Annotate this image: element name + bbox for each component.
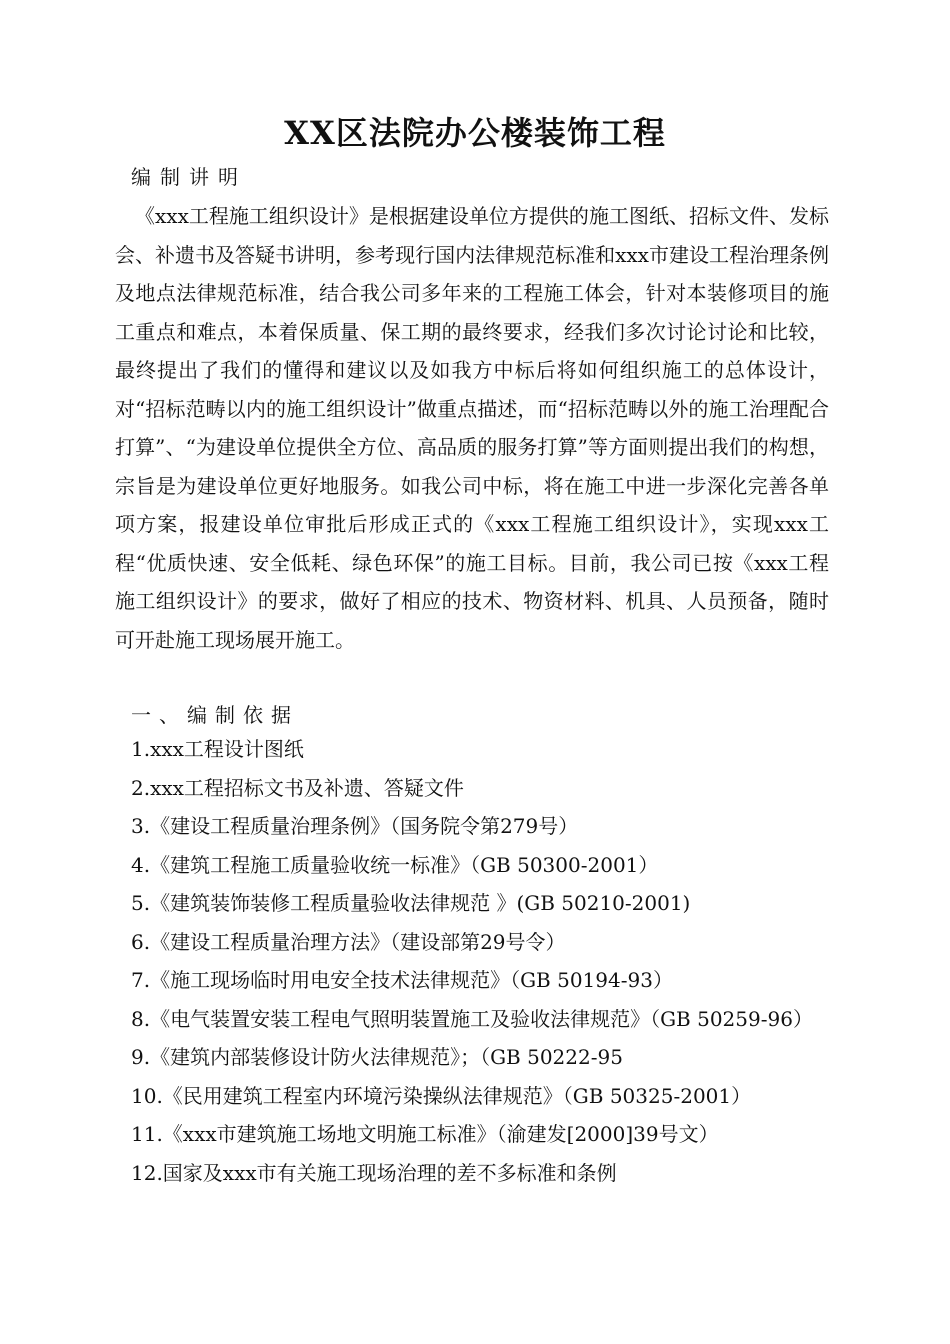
list-item: 3.《建设工程质量治理条例》（国务院令第279号） xyxy=(131,814,579,838)
basis-heading: 一、编制依据 xyxy=(131,703,299,727)
intro-paragraph: 《xxx工程施工组织设计》是根据建设单位方提供的施工图纸、招标文件、发标会、补遗书及答疑书讲明，参考现行国内法律规范标准和xxx市建设工程治理条例及地点法律规范标准，结合我公司多年来的工程施工体会，针对本装修项目的施工重点和难点，本着保质量、保工期的最终要求，经我们多次讨论讨论和比较，最终提出了我们的懂得和建议以及如我方中标后将如何组织施工的总体设计，对“招标范畴以内的施工组织设计”做重点描述，而“招标范畴以外的施工治理配合打算”、“为建设单位提供全方位、高品质的服务打算”等方面则提出我们的构想，宗旨是为建设单位更好地服务。如我公司中标，将在施工中进一步深化完善各单项方案，报建设单位审批后形成正式的《xxx工程施工组织设计》，实现xxx工程“优质快速、安全低耗、绿色环保”的施工目标。目前，我公司已按《xxx工程施工组织设计》的要求，做好了相应的技术、物资材料、机具、人员预备，随时可开赴施工现场展开施工。 xyxy=(115,204,829,652)
list-item: 9.《建筑内部装修设计防火法律规范》；（GB 50222-95 xyxy=(131,1045,623,1069)
list-item: 6.《建设工程质量治理方法》（建设部第29号令） xyxy=(131,929,566,954)
list-item: 4.《建筑工程施工质量验收统一标准》（GB 50300-2001） xyxy=(131,852,659,877)
document-title: XX区法院办公楼装饰工程 xyxy=(284,114,666,152)
list-item: 1.xxx工程设计图纸 xyxy=(131,737,304,761)
list-item: 7.《施工现场临时用电安全技术法律规范》（GB 50194-93） xyxy=(131,968,673,992)
list-item: 5.《建筑装饰装修工程质量验收法律规范 》(GB 50210-2001) xyxy=(131,891,691,915)
list-item: 8.《电气装置安装工程电气照明装置施工及验收法律规范》（GB 50259-96） xyxy=(131,1006,813,1031)
intro-heading: 编制讲明 xyxy=(131,165,247,189)
list-item: 2.xxx工程招标文书及补遗、答疑文件 xyxy=(131,775,464,800)
list-item: 12.国家及xxx市有关施工现场治理的差不多标准和条例 xyxy=(131,1160,617,1185)
list-item: 11.《xxx市建筑施工场地文明施工标准》（渝建发[2000]39号文） xyxy=(131,1122,719,1146)
basis-list xyxy=(115,730,829,1192)
list-item: 10.《民用建筑工程室内环境污染操纵法律规范》（GB 50325-2001） xyxy=(131,1083,752,1108)
